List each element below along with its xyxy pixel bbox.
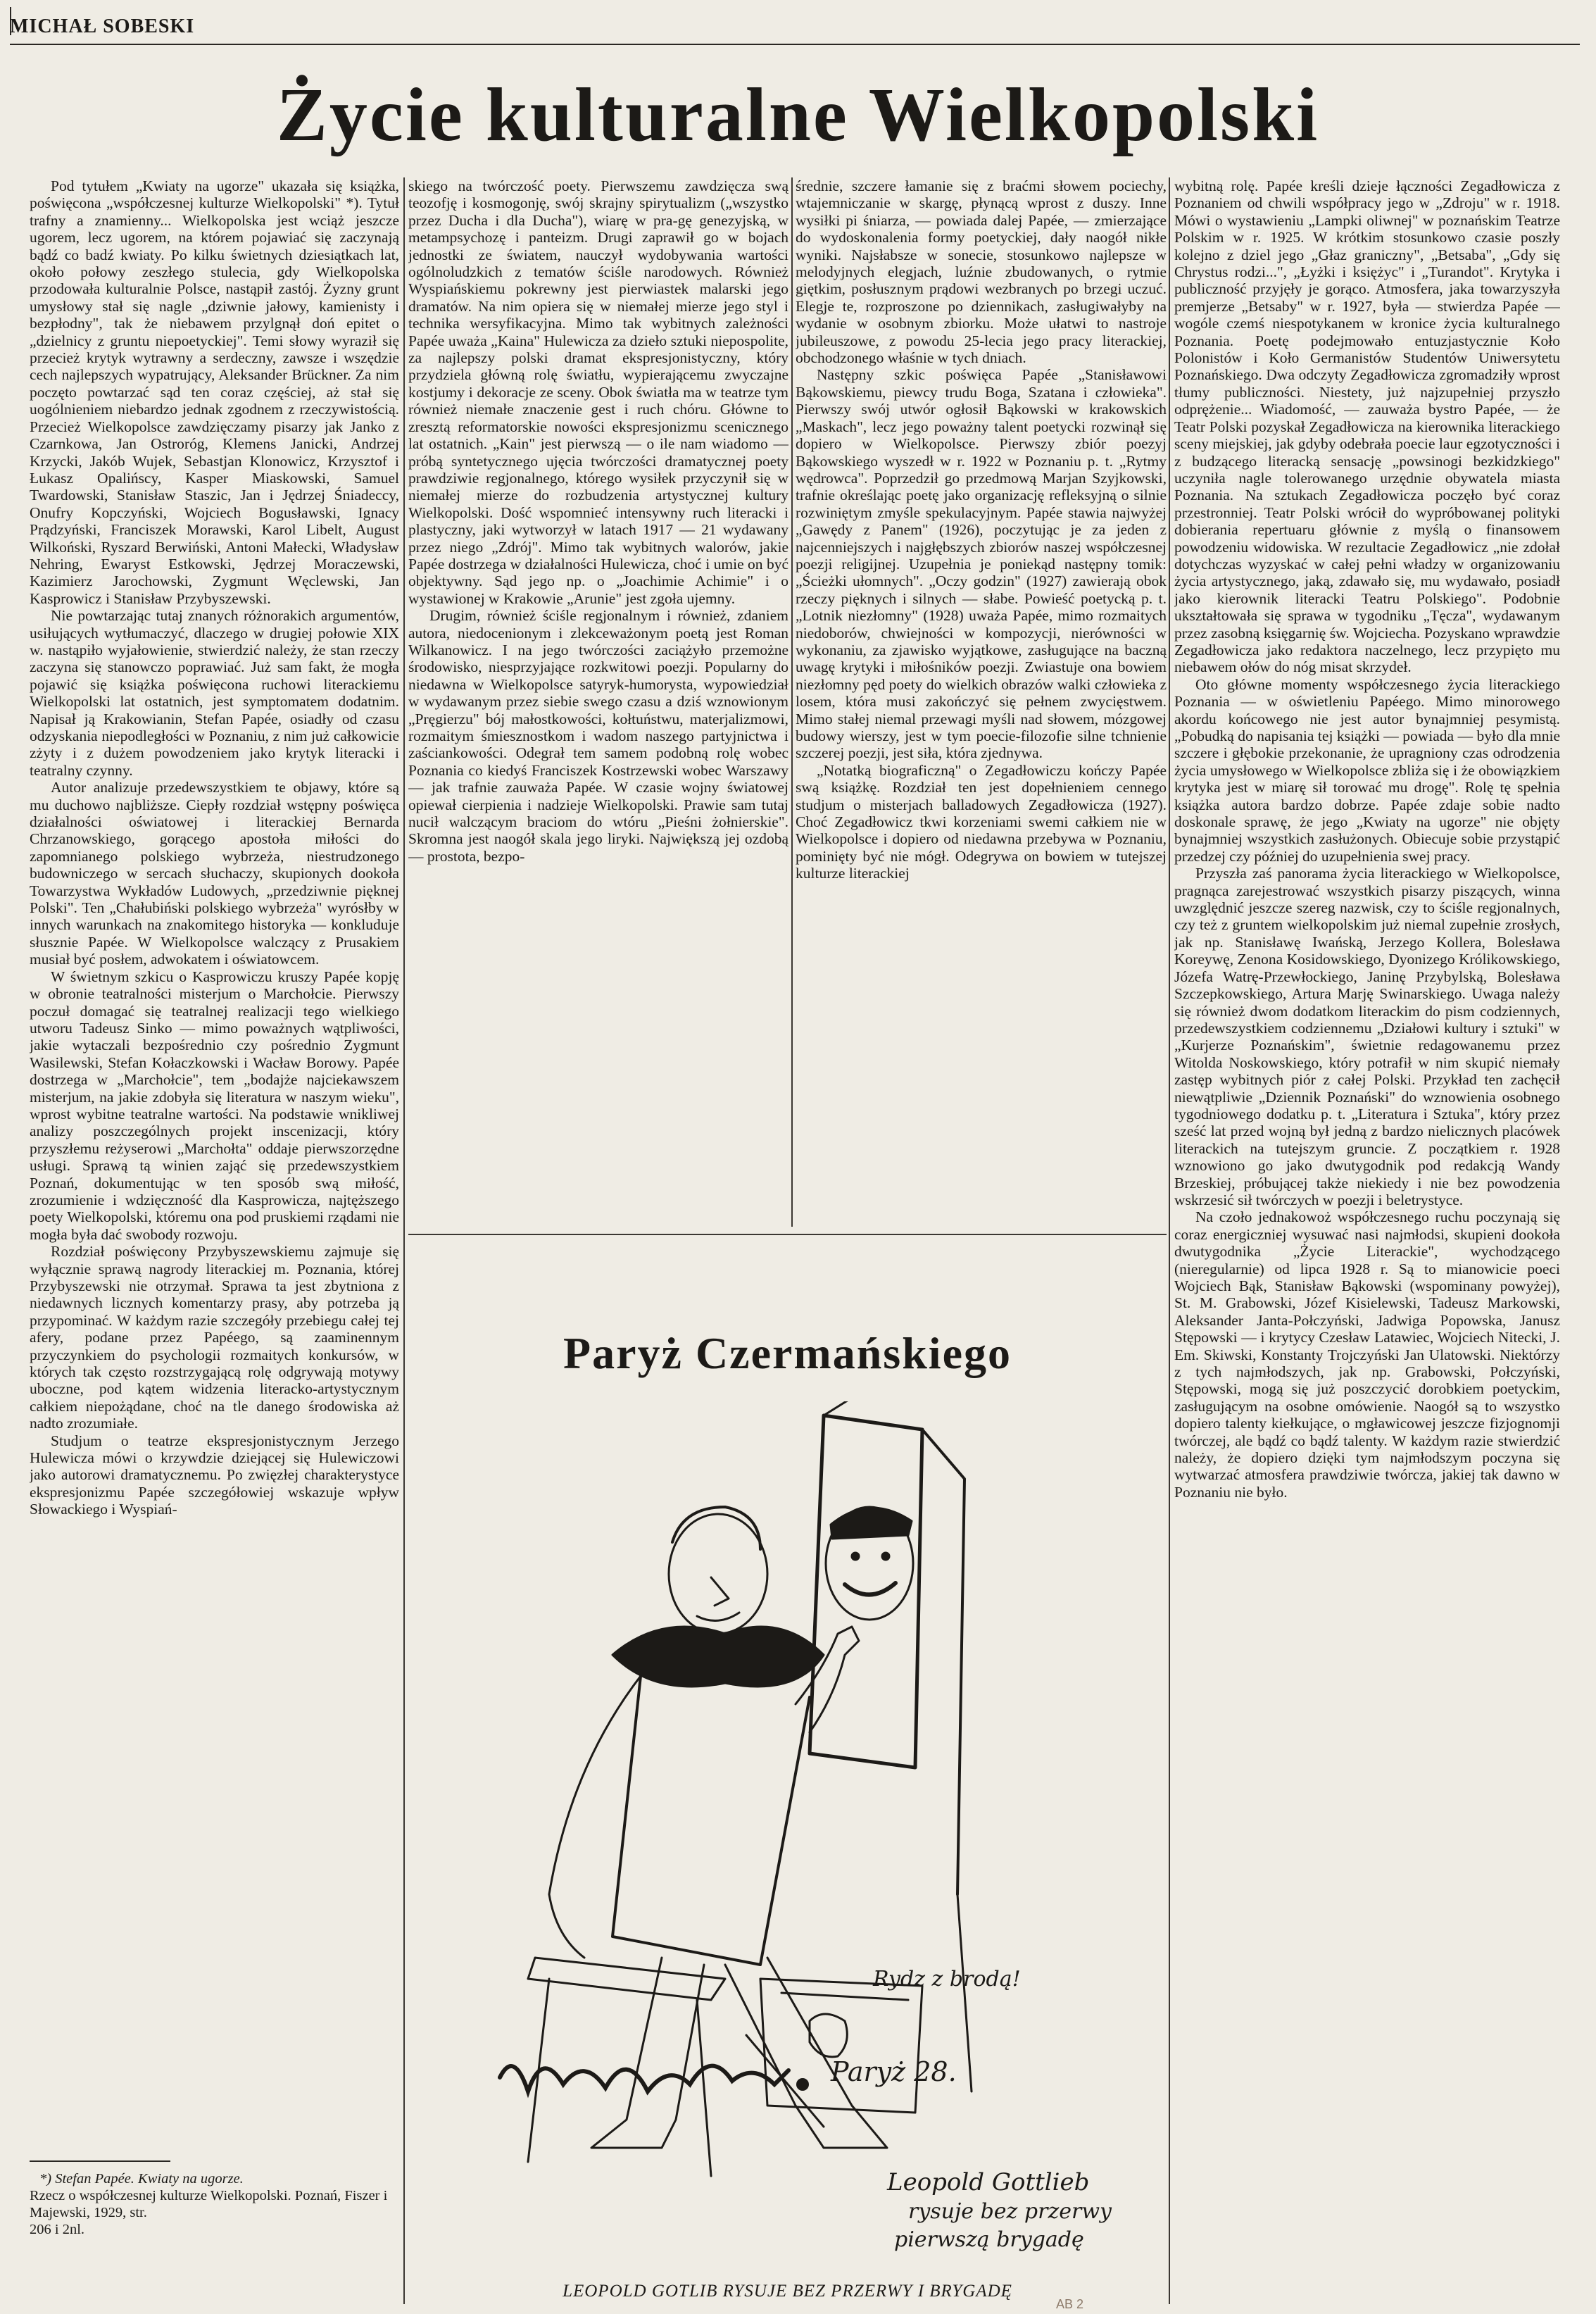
paragraph: Rozdział poświęcony Przybyszewskiemu zajmuje się wyłącznie sprawą nagrody literackiej m. Poznania, której Przybyszewski nie otrzymał. Sprawa ta jest zbytniona z niedawnych licznych komentarzy prasy, aby potrzeba ją przypominać. W każdym razie szczegóły przebiegu całej tej afery, podane przez Papéego, są zaaminennym przyczynkiem do psychologii rozmaitych konkursów, w których tak często rozstrzygającą rolę odgrywają motywy uboczne, pod kątem widzenia literacko-artystycznym całkiem niepożądane, choć na tle danego środowiska aż nadto zrozumiałe.: [30, 1243, 399, 1432]
paragraph: skiego na twórczość poety. Pierwszemu zawdzięcza swą teozofję i kosmogonję, swój skrajny spirytualizm („wszystko przez Ducha i dla Ducha"), wiarę w pra-gę genezyjską, w metampsychozę i panteizm. Drugi zaprawił go w bojach jednostki ze światem, nauczył wydobywania wartości ogólnoludzkich z tematów ściśle narodowych. Również Wyspiańskiemu pokrewny jest pierwiastek malarski jego dramatów. Na nim opiera się w niemałej mierze jego styl i technika wersyfikacyjna. Mimo tak wybitnych zależności Papée uważa „Kaina" Hulewicza za dzieło sztuki niepospolite, za najlepszy polski dramat ekspresjonistyczny, który przydziela główną rolę światłu, wypierającemu zwyczajne kostjumy i dekoracje ze sceny. Obok światła ma w teatrze tym również niemałe znaczenie gest i ruch chóru. Główne to zresztą reformatorskie nowości ekspresjonizmu scenicznego lat ostatnich. „Kain" jest pierwszą — o ile nam wiadomo — próbą syntetycznego ujęcia twórczości dramatycznej poety prawdziwie regjonalnego, którego wysiłek przyczynił się w niemałej mierze do rozbudzenia artystycznej kultury Wielkopolski. Dość wspomnieć intensywny ruch literacki i plastyczny, jaki wytworzył w latach 1917 — 21 wydawany przez niego „Zdrój". Mimo tak wybitnych walorów, jakie Papée dostrzega w działalności Hulewicza, choć i umie on być objektywny. Sąd jego np. o „Joachimie Achimie" i o wystawionej w Krakowie „Arunie" jest zgoła ujemny.: [408, 177, 788, 607]
illustration-rule: [408, 1234, 1167, 1235]
paragraph: wybitną rolę. Papée kreśli dzieje łączności Zegadłowicza z Poznaniem od chwili współpracy jego w „Zdroju" w r. 1918. Mówi o wystawieniu „Lampki oliwnej" w poznańskim Teatrze Polskim w r. 1925. W krótkim stosunkowo czasie poszły kolejno z dziel jego „Głaz graniczny", „Betsaba", „Gdy się Chrystus rodzi...", „Łyżki i księżyc" i „Turandot". Krytyka i publiczność przyjęły je gorąco. Atmosfera, jaka towarzyszyła premjerze „Betsaby" w r. 1927, była — stwierdza Papée — wogóle czemś niespotykanem w kronice życia kulturalnego Poznania. Poetę podejmowało entuzjastycznie Koło Polonistów i Koło Germanistów Studentów Uniwersytetu Poznańskiego. Dwa odczyty Zegadłowicza zgromadziły wprost tłumy publiczności. Niestety, już najzupełniej przyszło odprężenie... Wiadomość, — zauważa bystro Papée, — że Teatr Polski pozyskał Zegadłowicza na kierownika literackiego sceny miejskiej, jak gdyby odebrała poecie laur egzotyczności i z budzącego literacką sensację „powsinogi bezkidzkiego" uczyniła nagle tolerowanego urzędnie obywatela miasta Poznania. Na sztukach Zegadłowicza poczęło być coraz przestronniej. Teatr Polski wrócił do wypróbowanej polityki dobierania repertuaru głównie z myślą o finansowem powodzeniu widowiska. W rezultacie Zegadłowicz „nie zdołał dotychczas wyzyskać w całej pełni władzy w organizowaniu życia artystycznego, jaką, zdawało się, mu wydawało, posiadł jako kierownik literacki Teatru Polskiego". Podobnie ukształtowała się sprawa w tygodniku „Tęcza", wydawanym przez zasobną księgarnię św. Wojciecha. Pozyskano wprawdzie Zegadłowicza jako redaktora naczelnego, lecz przypięto mu niebawem ołów do nóg misat skrzydeł.: [1174, 177, 1560, 676]
paragraph: Następny szkic poświęca Papée „Stanisławowi Bąkowskiemu, piewcy trudu Boga, Szatana i człowieka". Pierwszy swój utwór ogłosił Bąkowski w krakowskich „Maskach", lecz jego poważny talent poetycki rozwinął się dopiero w Wielkopolsce. Pierwszy zbiór poezyj Bąkowskiego wyszedł w r. 1922 w Poznaniu p. t. „Rytmy wędrowca". Poprzedził go przedmową Marjan Szyjkowski, trafnie określając poetę jako organizację refleksyjną o silnie rozwiniętym zmyśle spekulacyjnym. Papée stawia najwyżej „Gawędy z Panem" (1926), poczytując je za jeden z najcenniejszych i najgłębszych zbiorów naszej współczesnej poezji religijnej. Uzupełnia je poniekąd następny tomik: „Ścieżki ułomnych". „Oczy godzin" (1927) zawierają obok rzeczy pięknych i silnych — słabe. Powieść poetycką p. t. „Lotnik niezłomny" (1928) uważa Papée, mimo rozmaitych niedoborów, chwiejności w kompozycji, nierówności w wykonaniu, za zjawisko wyjątkowe, zasługujące na baczną uwagę krytyki i miłośników poezji. Zwiastuje ona bowiem niezłomny pęd poety do wielkich obrazów walki człowieka z losem, która musi zakończyć się pełnem zwycięstwem. Mimo stałej niemal przewagi myśli nad słowem, mózgowej budowy wierszy, jest w tym poecie-filozofie silne tchnienie szczerej poezji, jest siła, która zjednywa.: [796, 366, 1167, 762]
paragraph: „Notatką biograficzną" o Zegadłowiczu kończy Papée swą książkę. Rozdział ten jest dopełnieniem cennego studjum o misterjach balladowych Zegadłowicza (1927). Choć Zegadłowicz tkwi korzeniami swemi całkiem nie w Wielkopolsce i dopiero od niedawna przebywa w Poznaniu, pominięty być nie mógł. Odegrywa on bowiem w tutejszej kulturze literackiej: [796, 761, 1167, 882]
paragraph: średnie, szczere łamanie się z braćmi słowem pociechy, wtajemniczanie w skargę, płynącą wprost z duszy. Inne wysiłki pi śniarza, — powiada dalej Papée, — zmierzające do wydoskonalenia formy poetyckiej, dały naogół nikłe wyniki. Najsłabsze w sonecie, stosunkowo najlepsze w melodyjnych elegjach, luźnie zbudowanych, o rytmie giętkim, posłusznym prądowi wezbranych po brzegi uczuć. Elegje te, rozproszone po dziennikach, zasługiwałyby na wydanie w osobnym zbiorku. Może ułatwi to nastroje jubileuszowe, z powodu 25-lecia jego pracy literackiej, obchodzonego właśnie w tych dniach.: [796, 177, 1167, 367]
illustration-caption: LEOPOLD GOTLIB RYSUJE BEZ PRZERWY I BRYGADĘ: [563, 2282, 1012, 2301]
paragraph: Na czoło jednakowoż współczesnego ruchu poczynają się coraz energiczniej wysuwać nasi najmłodsi, skupieni dookoła dwutygodnika „Życie Literackie", wychodzącego (nieregularnie) od lipca 1928 r. Są to mianowicie poeci Wojciech Bąk, Stanisław Bąkowski (wspominany powyżej), St. M. Grabowski, Józef Kisielewski, Tadeusz Markowski, Aleksander Janta-Połczyński, Jadwiga Popowska, Janusz Stępowski — i krytycy Czesław Latawiec, Wojciech Nitecki, J. Em. Skiwski, Konstanty Trojczyński Jan Ulatowski. Niektórzy z tych najmłodszych, jak np. Grabowski, Połczyński, Stępowski, mogą się już poszczycić dorobkiem poetyckim, zasługującym na osobne omówienie. Naogół są to wszystko dopiero talenty kiełkujące, o mgławicowej jeszcze fizjognomji twórczej, ale bądź co bądź talenty. W każdym razie stwierdzić należy, że dopiero dzięki tym najmłodszym poczyna się wytwarzać atmosfera prawdziwie twórcza, jakiej tak dawno w Poznaniu nie było.: [1174, 1208, 1560, 1501]
paragraph: Drugim, również ściśle regjonalnym i również, zdaniem autora, niedocenionym i zlekceważonym poetą jest Roman Wilkanowicz. I na jego twórczości zaciążyło przemożne środowisko, niesprzyjające rozkwitowi poezji. Popularny do niedawna w Wielkopolsce satyryk-humorysta, wypowiedział w wydawanym przez siebie swego czasu a dziś wznowionym „Pręgierzu" bój małostkowości, kołtuństwu, materjalizmowi, rozmaitym śmiesznostkom i wadom naszego partyjnictwa i zaściankowości. Odegrał tem samem podobną rolę wobec Poznania co kiedyś Franciszek Kostrzewski wobec Warszawy — jak trafnie zauważa Papée. W czasie wojny światowej opiewał cierpienia i nadzieje Wielkopolski. Prawie sam tutaj nucił walczącym braciom do wtóru „Pieśni żołnierskie". Skromna jest naogół skala jego liryki. Największą jej ozdobą — prostota, bezpo-: [408, 607, 788, 865]
paragraph: Przyszła zaś panorama życia literackiego w Wielkopolsce, pragnąca zarejestrować wszystkich pisarzy piszących, winna uwzględnić jeszcze szereg nazwisk, czy to ściśle regjonalnych, czy też z gruntem wielkopolskim już niemal zupełnie zrosłych, jak np. Stanisławę Iwańską, Jerzego Kollera, Bolesława Koreywę, Zenona Kosidowskiego, Dyonizego Królikowskiego, Józefa Watrę-Przewłockiego, Janinę Przybylską, Bolesława Szczepkowskiego, Artura Marję Swinarskiego. Uwaga należy się również dwom dodatkom literackim do pism codziennych, przedewszystkiem codziennemu „Działowi kultury i sztuki" w „Kurjerze Poznańskim", świetnie redagowanemu przez Witolda Noskowskiego, który potrafił w nim skupić niemały zastęp wybitnych piór z całej Polski. Przykład ten zachęcił niewątpliwie „Dziennik Poznański" do wznowienia osobnego tygodniowego dodatku p. t. „Literatura i Sztuka", który przez sześć lat przed wojną był jedną z bardzo nielicznych placówek literackich na tutejszym gruncie. Z początkiem r. 1928 wznowiono go jako dwutygodnik pod redakcją Wandy Brzeskiej, próbującej także niekiedy i nie bez powodzenia wskrzesić sił twórczych w poezji i beletrystyce.: [1174, 865, 1560, 1208]
text-column-3: [796, 177, 1167, 1227]
column-divider: [403, 177, 405, 2304]
sign-text: Rydz z brodą!: [873, 1967, 1021, 1991]
paragraph: W świetnym szkicu o Kasprowiczu kruszy Papée kopję w obronie teatralności misterjum o Marchołcie. Pierwszy poczuł domagać się teatralnej realizacji tego wielkiego utworu Tadeusz Sinko — mimo poważnych wątpliwości, jakie wytaczali bezpośrednio czy pośrednio Zygmunt Wasilewski, Stefan Kołaczkowski i Wacław Borowy. Papée dostrzega w „Marchołcie", tem „bodajże najciekawszem misterjum, na jakie zdobyła się literatura w naszym wieku", wprost wybitne teatralne wartości. Na podstawie wnikliwej analizy poszczególnych projekt inscenizacji, który przyszłemu reżyserowi „Marchołta" oddaje pierwszorzędne usługi. Sprawą tą winien zająć się przedewszystkiem Poznań, dokumentując w ten sposób swą miłość, zrozumienie i wdzięczność dla Kasprowicza, najtęższego poety Wielkopolski, któremu ona pod pruskiemi rządami nie mogła była dać swobody rozwoju.: [30, 968, 399, 1243]
inscription-line: pierwszą brygadę: [894, 2227, 1084, 2252]
inscription-line: rysuje bez przerwy: [908, 2199, 1112, 2224]
header-rule: [10, 44, 1580, 45]
paragraph: Oto główne momenty współczesnego życia literackiego Poznania — w oświetleniu Papéego. Mimo minorowego akordu końcowego nie jest autor bynajmniej pesymistą. „Pobudką do napisania tej książki — powiada — było dla mnie szczere i głębokie przekonanie, że upragniony czas odrodzenia życia umysłowego w Wielkopolsce zbliża się i że obowiązkiem krytyka jest w miarę sił torować mu drogę". Rolę tę spełnia książka autora bardzo dobrze. Papée zdaje sobie nadto doskonale sprawę, że jego „Kwiaty na ugorze" nie objęty bynajmniej wszystkich zasłużonych. Obiecuje sobie przystąpić przedzej czy później do uzupełnienia swej pracy.: [1174, 675, 1560, 865]
article-title: Życie kulturalne Wielkopolski: [276, 73, 1320, 157]
paragraph: Pod tytułem „Kwiaty na ugorze" ukazała się książka, poświęcona „współczesnej kulturze Wielkopolski" *). Tytuł trafny a znamienny... Wielkopolska jest wciąż jeszcze ugorem, lecz ugorem, na którem pojawiać się zaczynają bądź co badź kwiaty. Po kilku świetnych dziesiątkach lat, około połowy zeszłego stulecia, gdy Wielkopolska przodowała kulturalnie Polsce, nastąpił zastój. Żyzny grunt umysłowy stał się nagle „dziwnie jałowy, kamienisty i bezpłodny", tak że niebawem przylgnął doń epitet o „dzielnicy z gruntu niepoetyckiej". Temi słowy wyraził się przecież krytyk wytrawny a serdeczny, zawsze i wszędzie cech najlepszych wypatrujący, Aleksander Brückner. Za nim poczęto powtarzać sąd ten coraz częściej, aż stał się uogólnieniem niebardzo jednak zgodnem z rzeczywistością. Przecież Wielkopolsce zawdzięczamy pisarzy jak Janko z Czarnkowa, Jan Ostroróg, Klemens Janicki, Andrzej Krzycki, Jakób Wujek, Sebastjan Klonowicz, Krzysztof i Łukasz Opalińscy, Kasper Miaskowski, Samuel Twardowski, Stanisław Staszic, Jan i Jędrzej Śniadeccy, Onufry Kopczyński, Wojciech Bogusławski, Ignacy Prądzyński, Franciszek Morawski, Karol Libelt, August Wilkoński, Ryszard Berwiński, Antoni Małecki, Władysław Nehring, Ewaryst Estkowski, Jędrzej Moraczewski, Kazimierz Jarochowski, Zygmunt Węclewski, Jan Kasprowicz i Stanisław Przybyszewski.: [30, 177, 399, 607]
text-column-1: [30, 177, 399, 2142]
caricature-drawing: [429, 1401, 1162, 2260]
footnote-line: Rzecz o współczesnej kulturze Wielkopolski. Poznań, Fiszer i Majewski, 1929, str.: [30, 2188, 388, 2220]
column-divider: [791, 177, 793, 1227]
archive-stamp: AB 2: [1056, 2297, 1084, 2311]
signature-place: Paryż 28.: [831, 2056, 957, 2087]
text-column-2: [408, 177, 788, 1227]
footnote: [30, 2170, 399, 2238]
footnote-line: *) Stefan Papée. Kwiaty na ugorze.: [39, 2171, 244, 2187]
footnote-rule: [30, 2160, 170, 2162]
author-name: MICHAŁ SOBESKI: [10, 15, 195, 37]
inscription-line: Leopold Gottlieb: [887, 2168, 1090, 2196]
paragraph: Autor analizuje przedewszystkiem te objawy, które są mu duchowo najbliższe. Ciepły rozdział wstępny poświęca działalności oświatowej i literackiej Bernarda Chrzanowskiego, gorącego apostoła miłości do zapomnianego polskiego wybrzeża, niestrudzonego budowniczego w sercach słuchaczy, skupionych dookoła Towarzystwa Wykładów Ludowych, „przedziwnie pięknej Polski". Ten „Chałubiński polskiego wybrzeża" wyrósłby w innych warunkach na znakomitego historyka — konkluduje słusznie Papée. W Wielkopolsce walczący z Prusakiem musiał być posłem, adwokatem i oświatowcem.: [30, 779, 399, 968]
column-divider: [1169, 177, 1170, 2304]
footnote-line: 206 i 2nl.: [30, 2222, 85, 2237]
paragraph: Studjum o teatrze ekspresjonistycznym Jerzego Hulewicza mówi o krzywdzie dziejącej się Hulewiczowi jako autorowi dramatycznemu. Po zwięzłej charakterystyce ekspresjonizmu Papée szczegółowiej wskazuje wpływ Słowackiego i Wyspiań-: [30, 1432, 399, 1518]
illustration-title: Paryż Czermańskiego: [563, 1328, 1012, 1378]
text-column-4: [1174, 177, 1560, 2304]
paragraph: Nie powtarzając tutaj znanych różnorakich argumentów, usiłujących wytłumaczyć, dlaczego w drugiej połowie XIX w. nastąpiło wyjałowienie, stwierdzić należy, że stan rzeczy zaczyna się stanowczo poprawiać. Już sam fakt, że mogła pojawić się książka poświęcona ruchowi literackiemu Wielkopolski lat ostatnich, jest symptomatem dodatnim. Napisał ją Krakowianin, Stefan Papée, osiadły od czasu odzyskania niepodległości w Poznaniu, z nim już całkowicie zżyty i z dużem powodzeniem jako krytyk literacki i teatralny czynny.: [30, 607, 399, 779]
